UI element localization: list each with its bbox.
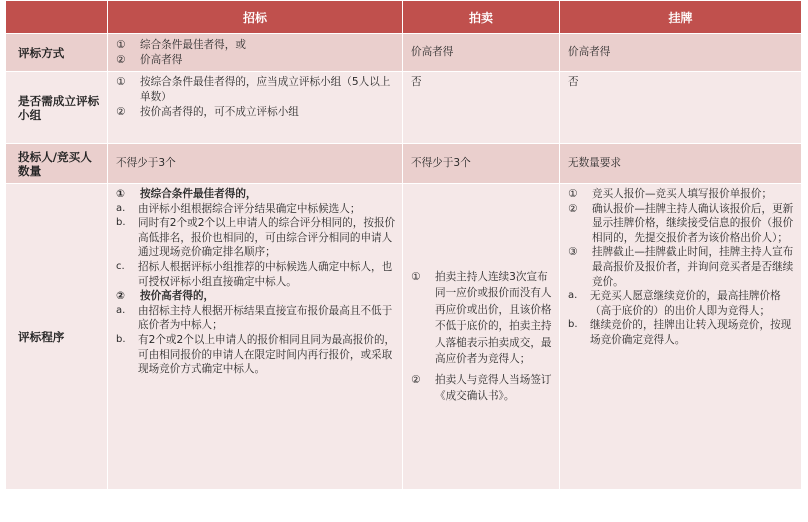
comparison-table bbox=[5, 0, 802, 490]
list-marker: ① bbox=[568, 188, 578, 200]
list-item bbox=[116, 333, 396, 377]
list-text: 由招标主持人根据开标结果直接宣布报价最高且不低于底价者为中标人； bbox=[138, 304, 393, 332]
list-text: 同时有2个或2个以上申请人的综合评分相同的，按报价高低排名，报价也相同的，可由综合评分相同的申请人通过现场竞价确定排名顺序； bbox=[138, 217, 396, 259]
list-item bbox=[116, 53, 396, 68]
list-item bbox=[116, 304, 396, 333]
cell-committee-tender bbox=[108, 72, 403, 144]
list-marker: ② bbox=[568, 202, 578, 215]
list-marker: ① bbox=[116, 188, 125, 200]
list-text: 挂牌截止—挂牌截止时间，挂牌主持人宣布最高报价及报价者，并询问竞买者是否继续竞价。 bbox=[592, 246, 794, 288]
list-item bbox=[411, 269, 553, 368]
list-text: 按价高者得的，可不成立评标小组 bbox=[140, 106, 299, 118]
list-item bbox=[568, 289, 795, 318]
cell-count-tender: 不得少于3个 bbox=[108, 144, 403, 184]
list-marker: ② bbox=[116, 53, 126, 66]
list-heading: 按综合条件最佳者得的， bbox=[140, 188, 257, 200]
header-auction: 拍卖 bbox=[403, 1, 560, 34]
list-item bbox=[116, 202, 396, 217]
list-marker: ② bbox=[116, 290, 125, 303]
list-text: 综合条件最佳者得，或 bbox=[140, 38, 246, 51]
list-text: 按综合条件最佳者得的，应当成立评标小组（5人以上单数） bbox=[140, 76, 391, 103]
list-marker: b. bbox=[116, 217, 126, 229]
list-text: 招标人根据评标小组推荐的中标候选人确定中标人，也可授权评标小组直接确定中标人。 bbox=[138, 260, 393, 288]
row-label-procedure: 评标程序 bbox=[6, 184, 108, 490]
cell-count-listing: 无数量要求 bbox=[560, 144, 802, 184]
list-marker: c. bbox=[116, 260, 125, 272]
list-item bbox=[116, 216, 396, 260]
row-label-count: 投标人/竞买人数量 bbox=[6, 144, 108, 184]
list-text: 拍卖主持人连续3次宣布同一应价或报价而没有人再应价或出价，且该价格不低于底价的，拍卖主持人落槌表示拍卖成交，最高应价者为竞得人； bbox=[435, 270, 552, 365]
list-heading: 按价高者得的， bbox=[140, 290, 215, 303]
list-text: 竞买人报价—竞买人填写报价单报价； bbox=[592, 188, 773, 200]
list-item bbox=[568, 202, 795, 246]
list-marker: b. bbox=[116, 333, 126, 345]
list-item bbox=[116, 38, 396, 53]
cell-procedure-auction bbox=[403, 184, 560, 490]
row-label-committee: 是否需成立评标小组 bbox=[6, 72, 108, 144]
list-item bbox=[116, 105, 396, 120]
cell-method-auction: 价高者得 bbox=[403, 34, 560, 72]
header-row bbox=[6, 1, 802, 34]
row-committee bbox=[6, 72, 802, 144]
cell-committee-auction: 否 bbox=[403, 72, 560, 144]
list-marker: b. bbox=[568, 319, 578, 331]
cell-method-listing: 价高者得 bbox=[560, 34, 802, 72]
cell-committee-listing: 否 bbox=[560, 72, 802, 144]
list-item bbox=[116, 187, 396, 202]
cell-count-auction: 不得少于3个 bbox=[403, 144, 560, 184]
list-text: 无竞买人愿意继续竞价的，最高挂牌价格（高于底价的）的出价人即为竞得人； bbox=[590, 290, 781, 317]
list-item bbox=[116, 289, 396, 304]
header-corner bbox=[6, 1, 108, 34]
list-text: 确认报价—挂牌主持人确认该报价后，更新显示挂牌价格，继续接受信息的报价（报价相同的，先提交报价者为该价格出价人）； bbox=[592, 202, 794, 244]
list-item bbox=[568, 187, 795, 202]
list-marker: a. bbox=[116, 202, 126, 214]
list-marker: ② bbox=[116, 106, 126, 118]
row-method bbox=[6, 34, 802, 72]
list-marker: ① bbox=[116, 76, 126, 88]
list-marker: a. bbox=[116, 304, 126, 316]
row-count bbox=[6, 144, 802, 184]
list-text: 继续竞价的，挂牌出让转入现场竞价，按现场竞价确定竞得人。 bbox=[590, 319, 792, 346]
list-text: 拍卖人与竞得人当场签订《成交确认书》。 bbox=[435, 373, 552, 402]
cell-method-tender bbox=[108, 34, 403, 72]
list-marker: ③ bbox=[568, 246, 578, 259]
cell-procedure-listing bbox=[560, 184, 802, 490]
cell-procedure-tender bbox=[108, 184, 403, 490]
row-label-method: 评标方式 bbox=[6, 34, 108, 72]
list-marker: ① bbox=[116, 38, 126, 51]
list-text: 价高者得 bbox=[140, 53, 183, 66]
header-listing: 挂牌 bbox=[560, 1, 802, 34]
list-text: 有2个或2个以上申请人的报价相同且同为最高报价的，可由相同报价的申请人在限定时间内再行报价，或采取现场竞价方式确定中标人。 bbox=[138, 333, 396, 376]
row-procedure bbox=[6, 184, 802, 490]
list-item bbox=[568, 318, 795, 347]
list-marker: a. bbox=[568, 290, 578, 302]
list-marker: ② bbox=[411, 373, 421, 386]
header-tender: 招标 bbox=[108, 1, 403, 34]
list-text: 由评标小组根据综合评分结果确定中标候选人； bbox=[138, 202, 361, 215]
list-marker: ① bbox=[411, 270, 421, 283]
list-item bbox=[411, 372, 553, 405]
list-item bbox=[568, 245, 795, 289]
list-item bbox=[116, 260, 396, 289]
list-item bbox=[116, 75, 396, 105]
